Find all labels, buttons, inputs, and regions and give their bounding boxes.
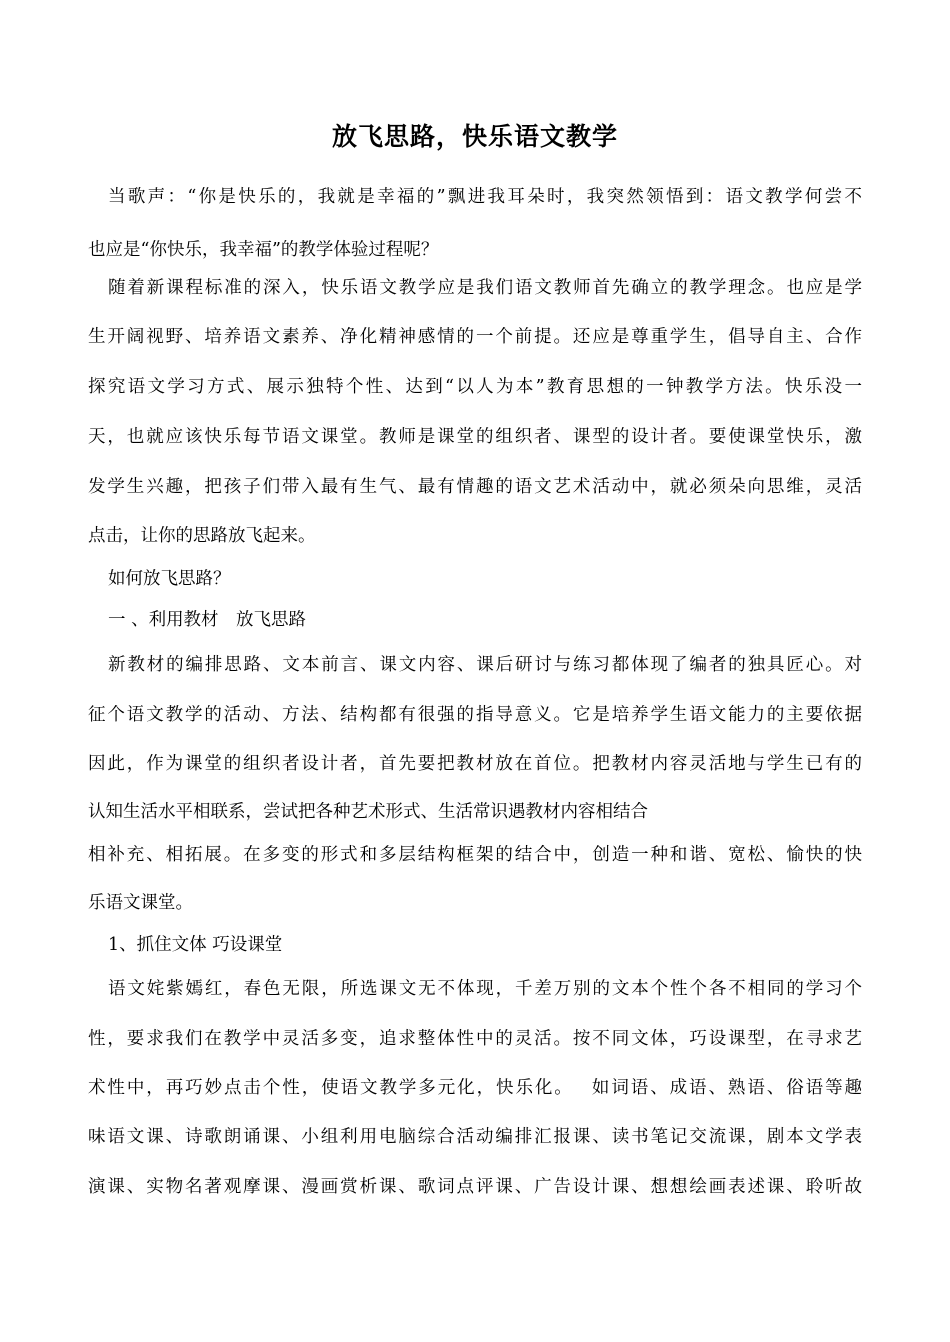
text-line: 发学生兴趣，把孩子们带入最有生气、最有情趣的语文艺术活动中，就必须朵向思维，灵活 (88, 477, 862, 497)
text-line: 探究语文学习方式、展示独特个性、达到“以人为本”教育思想的一钟教学方法。快乐没一 (88, 377, 862, 397)
text-line: 术性中，再巧妙点击个性，使语文教学多元化，快乐化。 如词语、成语、熟语、俗语等趣 (88, 1078, 862, 1098)
text-line: 认知生活水平相联系，尝试把各种艺术形式、生活常识遇教材内容相结合 (88, 802, 648, 822)
text-line: 演课、实物名著观摩课、漫画赏析课、歌词点评课、广告设计课、想想绘画表述课、聆听故 (88, 1177, 862, 1197)
text-line: 天，也就应该快乐每节语文课堂。教师是课堂的组织者、课型的设计者。要使课堂快乐，激 (88, 427, 862, 447)
text-line: 味语文课、诗歌朗诵课、小组利用电脑综合活动编排汇报课、读书笔记交流课，剧本文学表 (88, 1127, 862, 1147)
text-line: 语文姹紫嫣红，春色无限，所选课文无不体现，千差万别的文本个性个各不相同的学习个 (108, 979, 862, 999)
text-line: 征个语文教学的活动、方法、结构都有很强的指导意义。它是培养学生语文能力的主要依据 (88, 705, 862, 725)
text-line: 相补充、相拓展。在多变的形式和多层结构框架的结合中，创造一种和谐、宽松、愉快的快 (88, 845, 862, 865)
text-line: 随着新课程标准的深入，快乐语文教学应是我们语文教师首先确立的教学理念。也应是学 (108, 278, 862, 298)
text-line: 生开阔视野、培养语文素养、净化精神感情的一个前提。还应是尊重学生，倡导自主、合作 (88, 327, 862, 347)
section-heading: 一 、利用教材 放飞思路 (108, 610, 307, 630)
subsection-heading: 1、抓住文体 巧设课堂 (108, 935, 283, 955)
text-line: 乐语文课堂。 (88, 893, 193, 913)
text-line: 也应是“你快乐，我幸福”的教学体验过程呢？ (88, 240, 439, 260)
text-line: 新教材的编排思路、文本前言、课文内容、课后研讨与练习都体现了编者的独具匠心。对 (108, 655, 862, 675)
text-line: 性，要求我们在教学中灵活多变，追求整体性中的灵活。按不同文体，巧设课型，在寻求艺 (88, 1029, 862, 1049)
document-title: 放飞思路，快乐语文教学 (331, 122, 618, 151)
text-line: 因此，作为课堂的组织者设计者，首先要把教材放在首位。把教材内容灵活地与学生已有的 (88, 754, 862, 774)
text-line: 当歌声：“你是快乐的，我就是幸福的”飘进我耳朵时，我突然领悟到：语文教学何尝不 (108, 187, 862, 207)
text-line: 点击，让你的思路放飞起来。 (88, 526, 316, 546)
text-line: 如何放飞思路？ (108, 569, 231, 589)
